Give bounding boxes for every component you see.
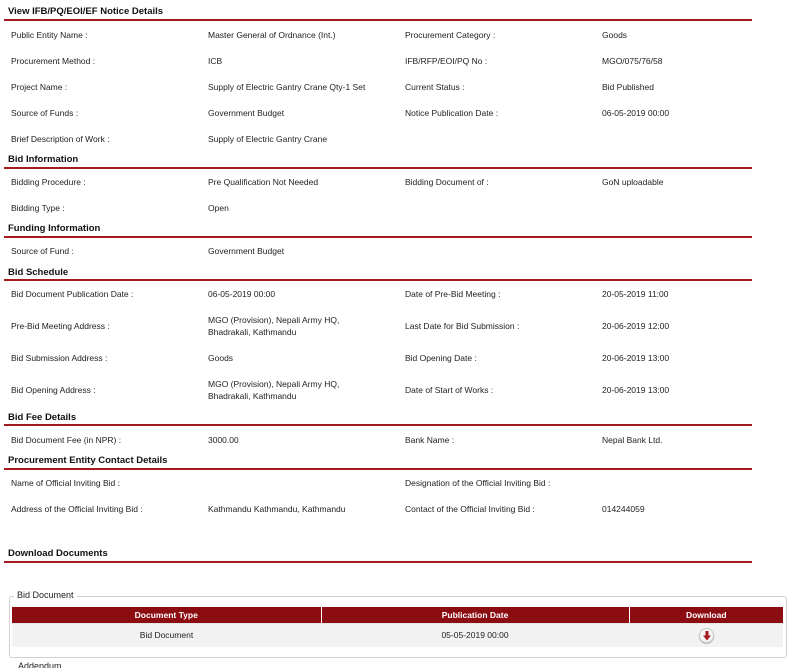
field-value: Goods	[602, 30, 628, 40]
field-label: Date of Start of Works :	[405, 385, 494, 395]
field-label: Name of Official Inviting Bid :	[11, 478, 120, 488]
field-value: Nepal Bank Ltd.	[602, 435, 663, 445]
download-documents-heading: Download Documents	[8, 548, 108, 559]
section-divider	[4, 236, 752, 238]
field-label: Notice Publication Date :	[405, 108, 499, 118]
field-value: 20-06-2019 13:00	[602, 385, 670, 395]
contact-details-heading: Procurement Entity Contact Details	[8, 455, 168, 466]
field-label: Designation of the Official Inviting Bid :	[405, 478, 551, 488]
field-value: 20-05-2019 11:00	[602, 289, 669, 299]
field-value: 014244059	[602, 504, 645, 514]
field-label: Project Name :	[11, 82, 68, 92]
field-value: MGO (Provision), Nepali Army HQ,	[208, 315, 340, 325]
documents-table	[12, 607, 783, 647]
bid-schedule-heading: Bid Schedule	[8, 267, 69, 278]
field-label: Source of Funds :	[11, 108, 79, 118]
field-label: Date of Pre-Bid Meeting :	[405, 289, 501, 299]
field-label: Bid Opening Date :	[405, 353, 477, 363]
field-label: Contact of the Official Inviting Bid :	[405, 504, 535, 514]
section-divider	[4, 167, 752, 169]
field-label: Source of Fund :	[11, 246, 74, 256]
addendum-legend: Addendum	[18, 661, 62, 668]
bid-document-legend: Bid Document	[14, 590, 77, 600]
field-label: Bidding Procedure :	[11, 177, 86, 187]
field-value: Pre Qualification Not Needed	[208, 177, 319, 187]
document-type-cell: Bid Document	[12, 623, 321, 647]
field-label: Pre-Bid Meeting Address :	[11, 321, 110, 331]
field-value: 06-05-2019 00:00	[208, 289, 276, 299]
field-value: 3000.00	[208, 435, 239, 445]
field-label: Address of the Official Inviting Bid :	[11, 504, 143, 514]
field-value: Bid Published	[602, 82, 654, 92]
field-label: Bid Opening Address :	[11, 385, 96, 395]
section-divider	[4, 424, 752, 426]
field-value: Bhadrakali, Kathmandu	[208, 391, 297, 401]
field-label: Public Entity Name :	[11, 30, 88, 40]
column-header-download: Download	[629, 607, 783, 623]
field-value: Goods	[208, 353, 234, 363]
funding-information-heading: Funding Information	[8, 223, 101, 234]
field-label: Bid Document Publication Date :	[11, 289, 134, 299]
field-value: GoN uploadable	[602, 177, 664, 187]
table-header-row	[12, 607, 783, 623]
field-label: Procurement Method :	[11, 56, 96, 66]
bid-fee-heading: Bid Fee Details	[8, 412, 77, 423]
section-divider	[4, 561, 752, 563]
publication-date-cell: 05-05-2019 00:00	[321, 623, 629, 647]
download-cell	[629, 623, 783, 647]
field-value: Kathmandu Kathmandu, Kathmandu	[208, 504, 346, 514]
field-label: Brief Description of Work :	[11, 134, 110, 144]
download-arrow-icon	[703, 631, 711, 641]
field-value: MGO (Provision), Nepali Army HQ,	[208, 379, 340, 389]
field-value: Supply of Electric Gantry Crane	[208, 134, 328, 144]
field-value: Government Budget	[208, 246, 285, 256]
bid-information-heading: Bid Information	[8, 154, 79, 165]
field-value: Open	[208, 203, 229, 213]
field-label: Bidding Document of :	[405, 177, 489, 187]
field-label: Bidding Type :	[11, 203, 65, 213]
section-divider	[4, 468, 752, 470]
section-divider	[4, 279, 752, 281]
column-header-publication-date: Publication Date	[321, 607, 629, 623]
field-value: Supply of Electric Gantry Crane Qty-1 Set	[208, 82, 366, 92]
field-value: 06-05-2019 00:00	[602, 108, 670, 118]
notice-details-heading: View IFB/PQ/EOI/EF Notice Details	[8, 6, 164, 17]
field-value: 20-06-2019 12:00	[602, 321, 670, 331]
field-label: IFB/RFP/EOI/PQ No :	[405, 56, 488, 66]
column-header-document-type: Document Type	[12, 607, 321, 623]
field-label: Last Date for Bid Submission :	[405, 321, 520, 331]
field-value: 20-06-2019 13:00	[602, 353, 670, 363]
field-label: Bank Name :	[405, 435, 455, 445]
field-value: MGO/075/76/58	[602, 56, 663, 66]
field-value: Bhadrakali, Kathmandu	[208, 327, 297, 337]
table-row	[12, 623, 783, 647]
field-value: Government Budget	[208, 108, 285, 118]
field-label: Procurement Category :	[405, 30, 496, 40]
field-value: Master General of Ordnance (Int.)	[208, 30, 336, 40]
field-label: Bid Submission Address :	[11, 353, 108, 363]
download-button[interactable]	[699, 628, 714, 643]
field-value: ICB	[208, 56, 223, 66]
field-label: Bid Document Fee (in NPR) :	[11, 435, 122, 445]
section-divider	[4, 19, 752, 21]
field-label: Current Status :	[405, 82, 465, 92]
